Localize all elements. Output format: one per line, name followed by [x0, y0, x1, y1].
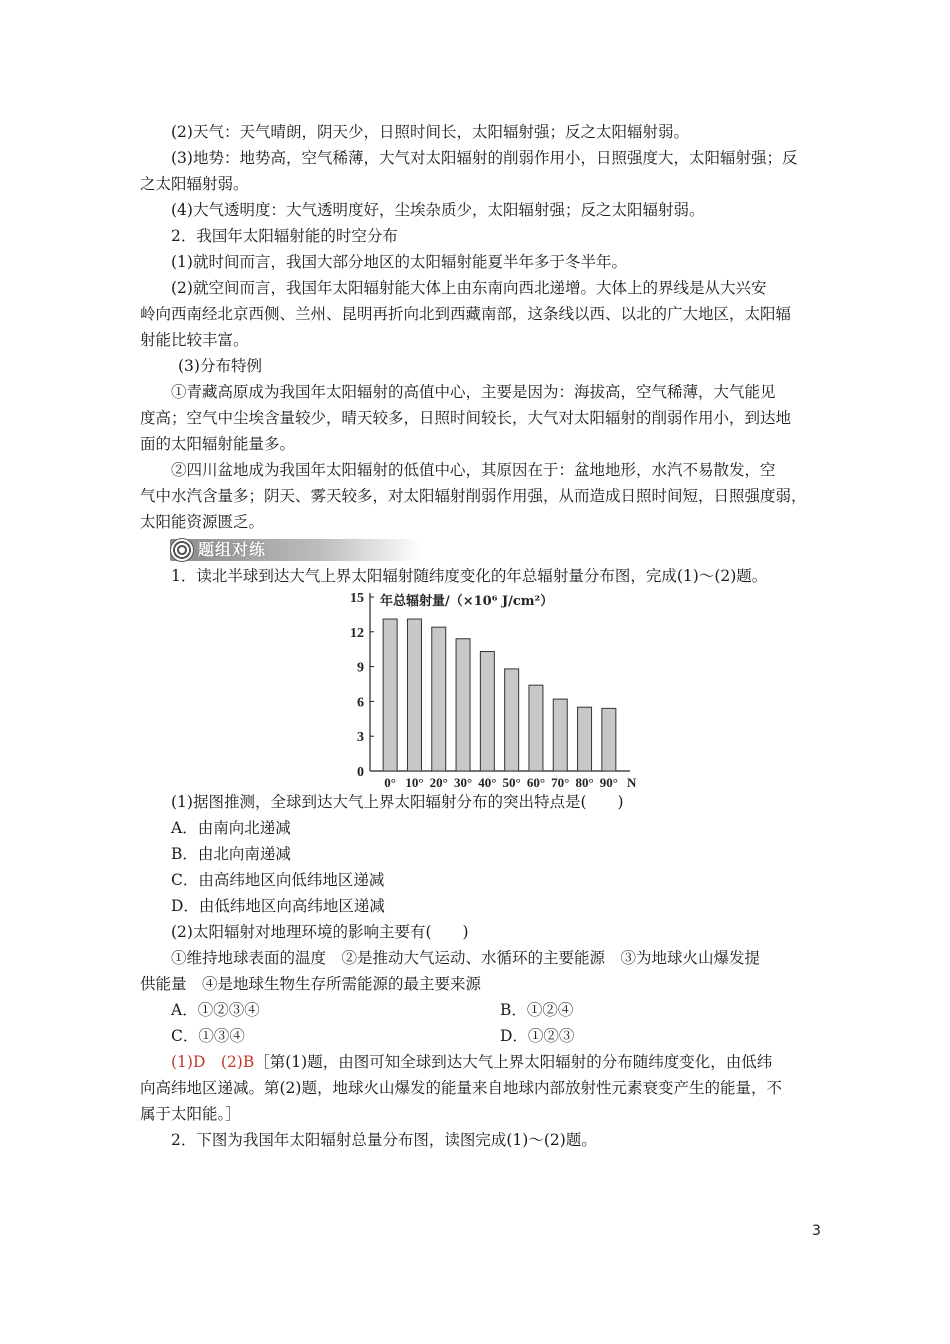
bar	[505, 669, 519, 771]
text-line: 射能比较丰富。	[140, 331, 249, 349]
text-line: (2)就空间而言，我国年太阳辐射能大体上由东南向西北递增。大体上的界线是从大兴安	[171, 279, 767, 297]
bar	[602, 708, 616, 771]
text-line: ②四川盆地成为我国年太阳辐射的低值中心，其原因在于：盆地地形，水汽不易散发，空	[171, 461, 776, 479]
question-2-intro: 2．下图为我国年太阳辐射总量分布图，读图完成(1)～(2)题。	[171, 1131, 597, 1149]
x-tick-label: 60°	[526, 775, 546, 789]
bar	[578, 707, 592, 771]
x-tick-label: 10°	[405, 775, 424, 789]
x-axis-unit: N	[627, 775, 637, 789]
question-1-2-text: ①维持地球表面的温度 ②是推动大气运动、水循环的主要能源 ③为地球火山爆发提	[171, 949, 761, 967]
y-tick-label: 15	[350, 591, 364, 606]
option-a: A．由南向北递减	[171, 819, 291, 837]
answer-text: 向高纬地区递减。第(2)题，地球火山爆发的能量来自地球内部放射性元素衰变产生的能量，不	[140, 1079, 782, 1097]
chart-title: 年总辐射量/（×10⁶ J/cm²）	[380, 594, 554, 609]
answer-key: (1)D (2)B	[171, 1053, 255, 1071]
x-tick-label: 50°	[502, 775, 521, 789]
option-c: C．①③④	[171, 1027, 245, 1045]
text-line: 岭向西南经北京西侧、兰州、昆明再折向北到西藏南部，这条线以西、以北的广大地区，太阳辐	[140, 305, 792, 323]
bar	[553, 699, 567, 771]
text-line: (3)地势：地势高，空气稀薄，大气对太阳辐射的削弱作用小，日照强度大，太阳辐射强；反	[171, 149, 798, 167]
chart-container	[140, 589, 820, 789]
text-line: 面的太阳辐射能量多。	[140, 435, 296, 453]
option-d: D．①②③	[500, 1027, 575, 1045]
page-number: 3	[812, 1223, 821, 1239]
bar	[383, 619, 397, 771]
x-tick-label: 30°	[453, 775, 473, 789]
text-line: 之太阳辐射弱。	[140, 175, 249, 193]
x-tick-label: 0°	[384, 775, 397, 789]
question-1-1: (1)据图推测，全球到达大气上界太阳辐射分布的突出特点是( )	[171, 793, 624, 811]
option-b: B．由北向南递减	[171, 845, 291, 863]
text-line: ①青藏高原成为我国年太阳辐射的高值中心，主要是因为：海拔高，空气稀薄，大气能见	[171, 383, 776, 401]
x-tick-label: 20°	[429, 775, 448, 789]
text-line: (4)大气透明度：大气透明度好，尘埃杂质少，太阳辐射强；反之太阳辐射弱。	[171, 201, 705, 219]
text-line: (1)就时间而言，我国大部分地区的太阳辐射能夏半年多于冬半年。	[171, 253, 627, 271]
text-line: (2)天气：天气晴朗，阴天少，日照时间长，太阳辐射强；反之太阳辐射弱。	[171, 123, 689, 141]
answer-text: ［第(1)题，由图可知全球到达大气上界太阳辐射的分布随纬度变化，由低纬	[254, 1053, 773, 1071]
option-b: B．①②④	[500, 1001, 574, 1019]
question-1-2-text: 供能量 ④是地球生物生存所需能源的最主要来源	[140, 975, 482, 993]
y-tick-label: 6	[357, 695, 364, 711]
section-header	[140, 537, 820, 563]
option-row	[140, 1023, 820, 1049]
section-title: 题组对练	[198, 540, 267, 559]
answer-text: 属于太阳能。］	[140, 1105, 241, 1123]
text-line: 度高；空气中尘埃含量较少，晴天较多，日照时间较长，大气对太阳辐射的削弱作用小，到达地	[140, 409, 792, 427]
x-tick-label: 90°	[599, 775, 618, 789]
bar	[456, 639, 470, 771]
text-line: 2．我国年太阳辐射能的时空分布	[171, 227, 398, 245]
bar	[407, 619, 421, 771]
y-tick-label: 9	[357, 660, 364, 676]
x-tick-label: 70°	[551, 775, 570, 789]
option-c: C．由高纬地区向低纬地区递减	[171, 871, 385, 889]
question-1-intro: 1．读北半球到达大气上界太阳辐射随纬度变化的年总辐射量分布图，完成(1)～(2)题。	[171, 567, 768, 585]
radiation-bar-chart	[330, 589, 640, 789]
bar	[480, 652, 494, 771]
target-icon	[170, 538, 194, 562]
page-content	[140, 119, 820, 1153]
option-row	[140, 997, 820, 1023]
option-a: A．①②③④	[171, 1001, 260, 1019]
y-tick-label: 3	[357, 730, 364, 746]
y-tick-label: 12	[350, 625, 364, 641]
x-tick-label: 40°	[478, 775, 497, 789]
bar	[432, 627, 446, 771]
bar	[529, 685, 543, 771]
text-line: 气中水汽含量多；阴天、雾天较多，对太阳辐射削弱作用强，从而造成日照时间短，日照强度弱，	[140, 487, 807, 505]
answer-line	[140, 1049, 820, 1075]
option-d: D．由低纬地区向高纬地区递减	[171, 897, 385, 915]
text-line: (3)分布特例	[178, 357, 262, 375]
y-tick-label: 0	[357, 765, 364, 780]
text-line: 太阳能资源匮乏。	[140, 513, 265, 531]
x-tick-label: 80°	[575, 775, 594, 789]
question-1-2: (2)太阳辐射对地理环境的影响主要有( )	[171, 923, 469, 941]
